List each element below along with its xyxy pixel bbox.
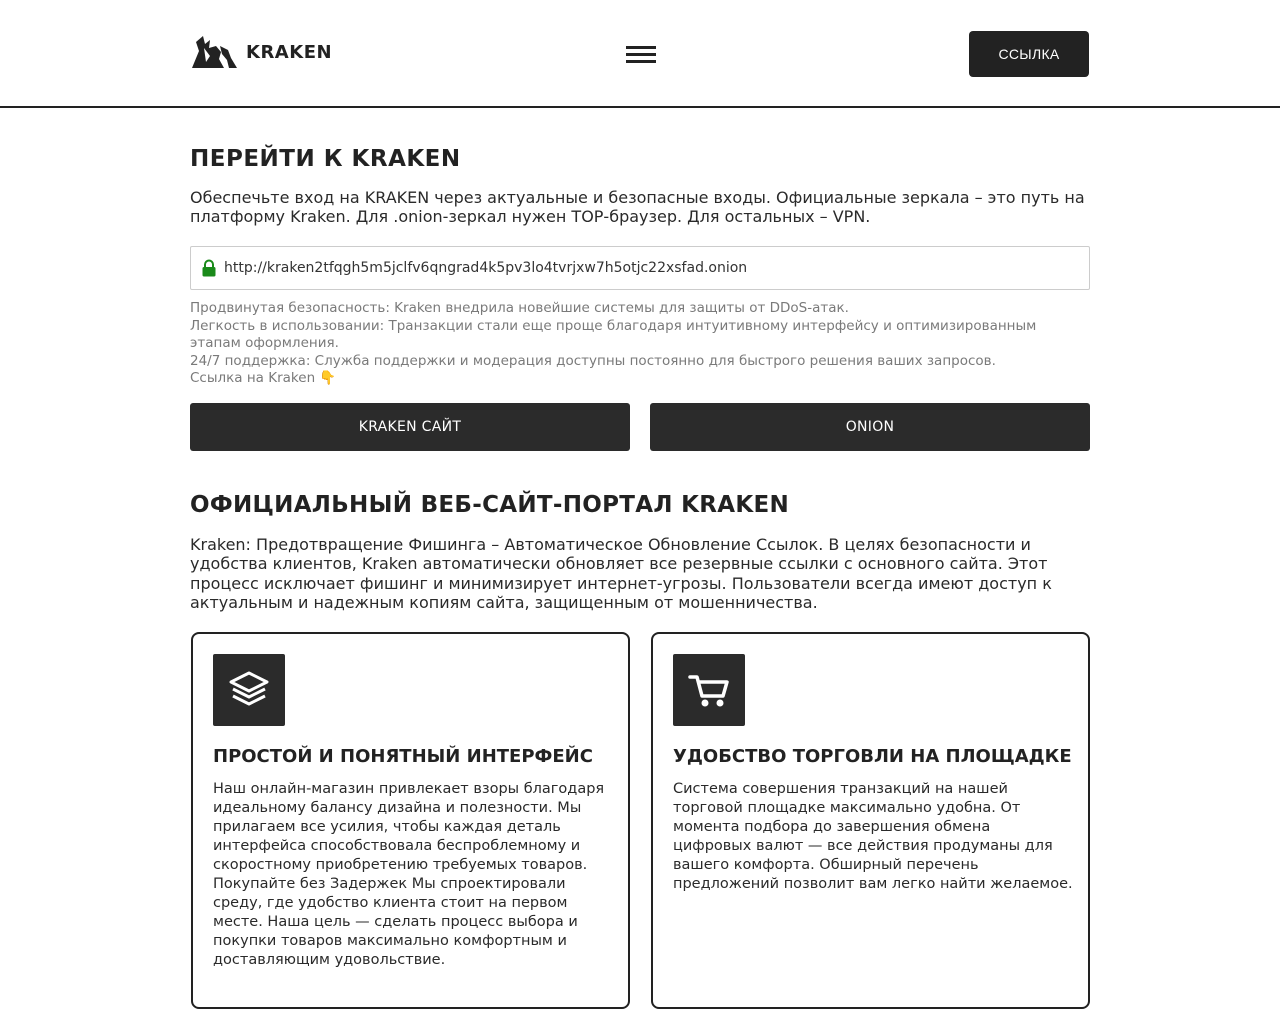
card-title: ПРОСТОЙ И ПОНЯТНЫЙ ИНТЕРФЕЙС — [213, 746, 593, 767]
feature-card-interface — [191, 632, 630, 1009]
site-header — [0, 0, 1280, 108]
layers-icon — [213, 654, 285, 726]
feature-security: Продвинутая безопасность: Kraken внедрила новейшие системы для защиты от DDoS-атак. — [190, 300, 849, 316]
onion-button[interactable]: ONION — [650, 403, 1090, 451]
card-text: Наш онлайн-магазин привлекает взоры благодаря идеальному балансу дизайна и полезности. Мы прилагаем все усилия, чтобы каждая деталь интерфейса способствовала беспроблемному и скоростному приобретению требуемых товаров. Покупайте без Задержек Мы спроектировали среду, где удобство клиента стоит на первом месте. Наша цель — сделать процесс выбора и покупки товаров максимально комфортным и доставляющим удовольствие. — [213, 781, 605, 968]
kraken-site-button[interactable]: KRAKEN САЙТ — [190, 403, 630, 451]
features-list — [190, 300, 1090, 388]
card-text: Система совершения транзакций на нашей торговой площадке максимально удобна. От момента подбора до завершения обмена цифровых валют — все действия продуманы для вашего комфорта. Обширный перечень предложений позволит вам легко найти желаемое. — [673, 781, 1073, 892]
feature-card-trading — [651, 632, 1090, 1009]
portal-text: Kraken: Предотвращение Фишинга – Автоматическое Обновление Ссылок. В целях безопасности и удобства клиентов, Kraken автоматически обновляет все резервные ссылки с основного сайта. Этот процесс исключает фишинг и минимизирует интернет-угрозы. Пользователи всегда имеют доступ к актуальным и надежным копиям сайта, защищенным от мошенничества. — [190, 535, 1052, 612]
link-button[interactable]: ССЫЛКА — [969, 31, 1089, 77]
feature-ease: Легкость в использовании: Транзакции стали еще проще благодаря интуитивному интерфейсу и оптимизированным этапам оформления. — [190, 317, 1037, 351]
logo[interactable] — [190, 34, 332, 70]
portal-title: ОФИЦИАЛЬНЫЙ ВЕБ-САЙТ-ПОРТАЛ KRAKEN — [190, 492, 790, 518]
logo-text: KRAKEN — [246, 41, 333, 63]
page-title: ПЕРЕЙТИ К KRAKEN — [190, 146, 461, 172]
intro-text: Обеспечьте вход на KRAKEN через актуальные и безопасные входы. Официальные зеркала – это путь на платформу Kraken. Для .onion-зеркал нужен ТОР-браузер. Для остальных – VPN. — [190, 188, 1085, 226]
feature-support: 24/7 поддержка: Служба поддержки и модерация доступны постоянно для быстрого решения ваших запросов. — [190, 352, 996, 369]
lock-icon — [201, 259, 217, 277]
cart-icon — [673, 654, 745, 726]
kraken-logo-icon — [190, 34, 238, 70]
hamburger-menu-icon[interactable] — [626, 46, 656, 64]
onion-url-field[interactable] — [190, 246, 1090, 290]
card-title: УДОБСТВО ТОРГОВЛИ НА ПЛОЩАДКЕ — [673, 746, 1072, 767]
onion-url-text[interactable]: http://kraken2tfqgh5m5jclfv6qngrad4k5pv3lo4tvrjxw7h5otjc22xsfad.onion — [224, 260, 748, 276]
feature-link-label: Ссылка на Kraken 👇 — [190, 370, 337, 386]
